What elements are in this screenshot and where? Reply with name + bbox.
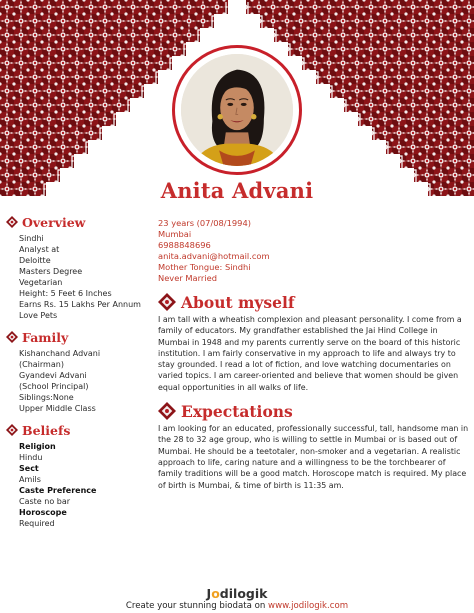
caste-value: Caste no bar [19,497,71,506]
list-item: Earns Rs. 15 Lakhs Per Annum [19,300,141,309]
horoscope-value: Required [19,519,55,528]
list-item: Gyandevi Advani [19,371,87,380]
candidate-name: Anita Advani [160,178,314,203]
beliefs-heading [6,421,156,439]
footer-tagline [0,601,474,611]
city: Mumbai [158,229,192,239]
diamond-motif-icon [6,216,18,228]
marital-status: Never Married [158,273,217,283]
list-item: Height: 5 Feet 6 Inches [19,289,112,298]
contact-details [158,218,470,284]
right-column [158,218,470,491]
sect-label: Sect [19,464,39,473]
sect-value: Amils [19,475,41,484]
overview-heading [6,213,156,231]
beliefs-title: Beliefs [22,422,71,438]
mother-tongue: Mother Tongue: Sindhi [158,262,251,272]
list-item: Masters Degree [19,267,83,276]
family-list [6,348,156,414]
religion-value: Hindu [19,453,43,462]
expectations-title: Expectations [181,401,293,421]
list-item: Upper Middle Class [19,404,96,413]
list-item: Analyst at [19,245,60,254]
phone: 6988848696 [158,240,211,250]
profile-photo-frame [172,45,302,175]
age-dob: 23 years (07/08/1994) [158,218,251,228]
jodilogik-logo: Jodilogik [206,586,268,601]
diamond-motif-icon [6,424,18,436]
caste-label: Caste Preference [19,486,97,495]
religion-label: Religion [19,442,56,451]
list-item: Love Pets [19,311,58,320]
list-item: Kishanchand Advani [19,349,101,358]
overview-title: Overview [22,214,86,230]
footer [0,586,474,611]
about-text: I am tall with a wheatish complexion and pleasant personality. I come from a family of educators. My grandfather established the Jai Hind College in Mumbai in 1948 and my parents currently serve on the board of this historic institution. I am fairly conservative in my approach to life and always try to stay grounded. I read a lot of fiction, and love watching documentaries on varied topics. I am career-oriented and believe that women should be given equal opportunities in all walks of life. [158,315,462,392]
expectations-text: I am looking for an educated, professionally successful, tall, handsome man in the 28 to 32 age group, who is willing to settle in Mumbai or is based out of Mumbai. He should be a teetotaler, non-smoker and a vegetarian. A realistic approach to life, caring nature and a willingness to be the torchbearer of family traditions will be a good match. Horoscope match is required. My place of birth is Mumbai, & time of birth is 11:35 am. [158,424,469,490]
website-link[interactable]: www.jodilogik.com [268,601,349,611]
about-title: About myself [181,292,295,312]
overview-list [6,233,156,321]
list-item: Deloitte [19,256,51,265]
left-column [6,213,156,529]
horoscope-label: Horoscope [19,508,67,517]
diamond-motif-icon [158,402,176,420]
list-item: Siblings:None [19,393,74,402]
diamond-motif-icon [6,331,18,343]
tagline-text: Create your stunning biodata on [125,601,266,611]
expectations-heading [158,400,470,422]
family-heading [6,328,156,346]
profile-photo [181,54,293,166]
email: anita.advani@hotmail.com [158,251,270,261]
beliefs-list [6,441,156,529]
diamond-motif-icon [158,293,176,311]
family-title: Family [22,329,69,345]
list-item: Sindhi [19,234,44,243]
list-item: (Chairman) [19,360,64,369]
about-heading [158,291,470,313]
list-item: Vegetarian [19,278,63,287]
list-item: (School Principal) [19,382,89,391]
